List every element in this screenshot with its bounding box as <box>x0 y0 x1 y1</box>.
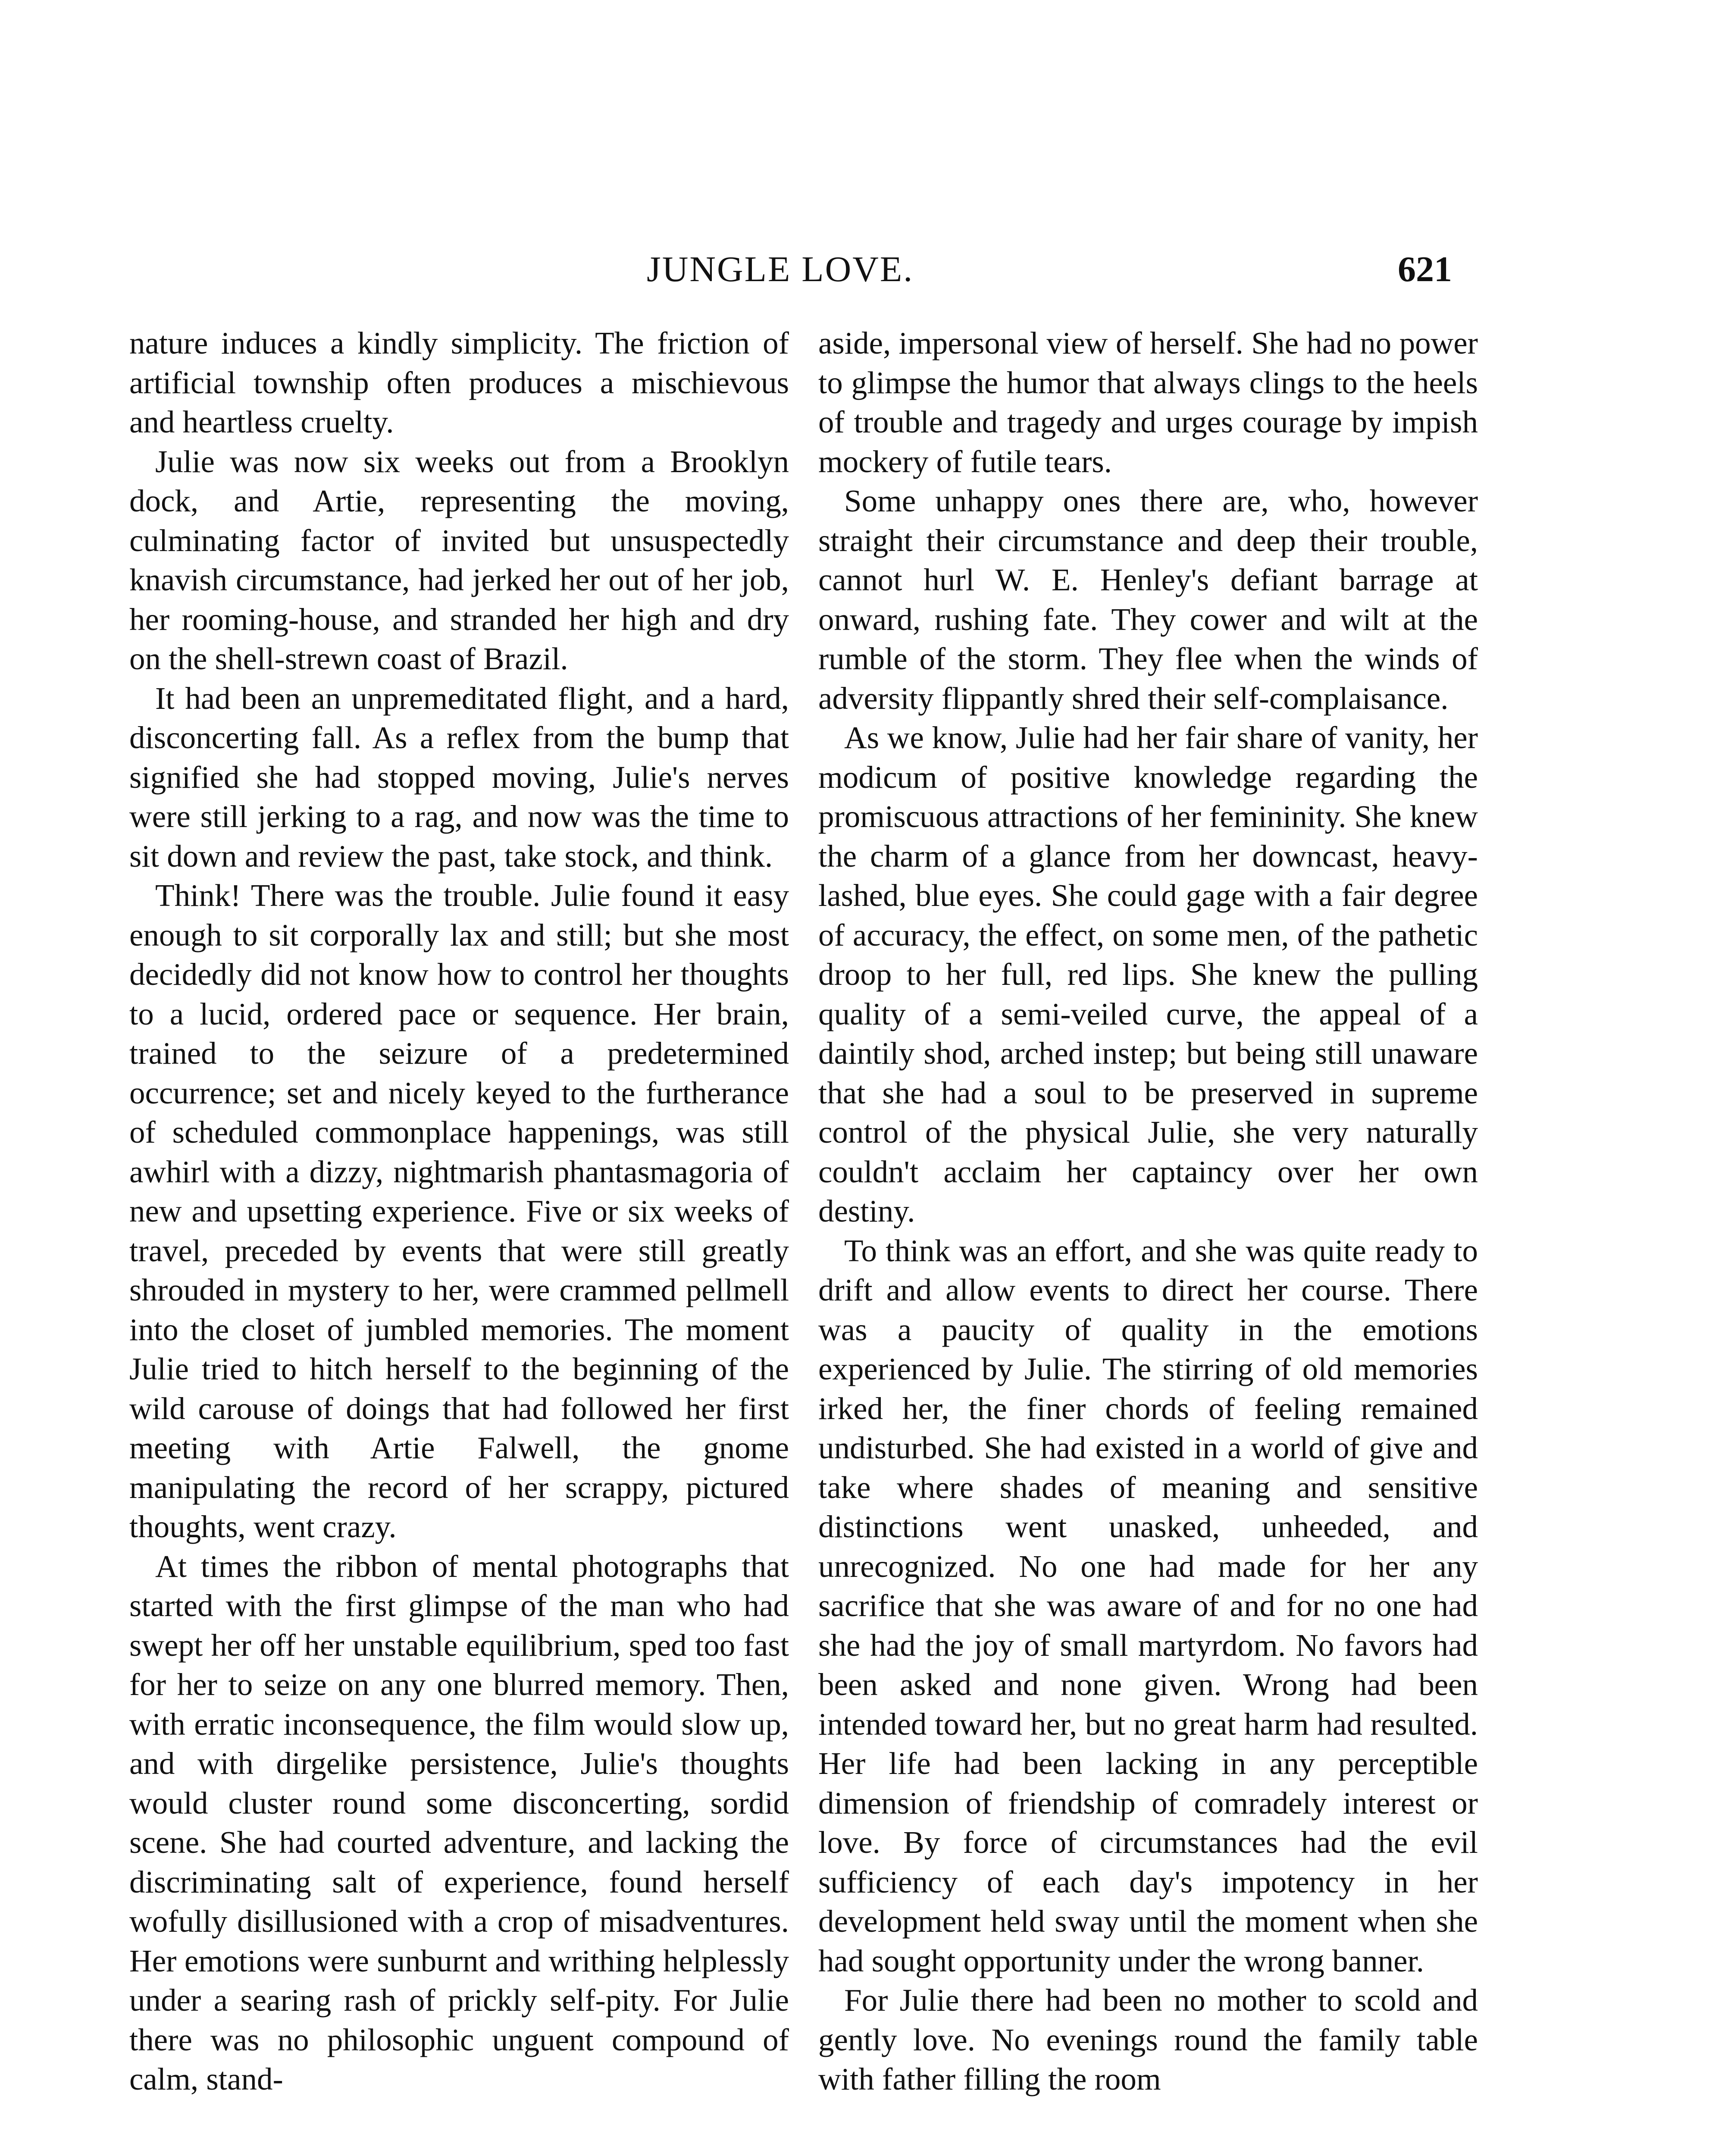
paragraph: To think was an effort, and she was quite ready to drift and allow events to direct her course. There was a paucity of quality in the emotions experienced by Julie. The stirring of old memories irked her, the finer chords of feeling remained undisturbed. She had existed in a world of give and take where shades of meaning and sensitive distinctions went unasked, unheeded, and unrecognized. No one had made for her any sacrifice that she was aware of and for no one had she had the joy of small martyrdom. No favors had been asked and none given. Wrong had been intended toward her, but no great harm had resulted. Her life had been lacking in any perceptible dimension of friendship of comradely interest or love. By force of circumstances had the evil sufficiency of each day's impotency in her development held sway until the moment when she had sought opportunity under the wrong banner. <box>818 1233 1478 1978</box>
paragraph: nature induces a kindly simplicity. The friction of artificial township often produces a mischievous and heartless cruelty. <box>129 326 789 439</box>
page-header <box>0 241 1728 298</box>
paragraph: Some unhappy ones there are, who, however straight their circumstance and deep their trouble, cannot hurl W. E. Henley's defiant barrage at onward, rushing fate. They cower and wilt at the rumble of the storm. They flee when the winds of adversity flippantly shred their self-complaisance. <box>818 483 1478 716</box>
paragraph: Julie was now six weeks out from a Brooklyn dock, and Artie, representing the moving, culminating factor of invited but unsuspectedly knavish circumstance, had jerked her out of her job, her rooming-house, and stranded her high and dry on the shell-strewn coast of Brazil. <box>129 444 789 676</box>
page-number: 621 <box>1398 249 1452 289</box>
running-title: JUNGLE LOVE. <box>647 249 914 289</box>
paragraph: As we know, Julie had her fair share of vanity, her modicum of positive knowledge regarding the promiscuous attractions of her femininity. She knew the charm of a glance from her downcast, heavy-lashed, blue eyes. She could gage with a fair degree of accuracy, the effect, on some men, of the pathetic droop to her full, red lips. She knew the pulling quality of a semi-veiled curve, the appeal of a daintily shod, arched instep; but being still unaware that she had a soul to be preserved in supreme control of the physical Julie, she very naturally couldn't acclaim her captaincy over her own destiny. <box>818 720 1478 1228</box>
paragraph: Think! There was the trouble. Julie found it easy enough to sit corporally lax and still; but she most decidedly did not know how to control her thoughts to a lucid, ordered pace or sequence. Her brain, trained to the seizure of a predetermined occurrence; set and nicely keyed to the furtherance of scheduled commonplace happenings, was still awhirl with a dizzy, nightmarish phantasmagoria of new and upsetting experience. Five or six weeks of travel, preceded by events that were still greatly shrouded in mystery to her, were crammed pellmell into the closet of jumbled memories. The moment Julie tried to hitch herself to the beginning of the wild carouse of doings that had followed her first meeting with Artie Falwell, the gnome manipulating the record of her scrappy, pictured thoughts, went crazy. <box>129 878 789 1544</box>
paragraph: It had been an unpremeditated flight, and a hard, disconcerting fall. As a reflex from the bump that signified she had stopped moving, Julie's nerves were still jerking to a rag, and now was the time to sit down and review the past, take stock, and think. <box>129 680 789 874</box>
paragraph: aside, impersonal view of herself. She had no power to glimpse the humor that always clings to the heels of trouble and tragedy and urges courage by impish mockery of futile tears. <box>818 326 1478 479</box>
paragraph: For Julie there had been no mother to scold and gently love. No evenings round the family table with father filling the room <box>818 1983 1478 2096</box>
right-column <box>818 323 1478 2099</box>
left-column <box>129 323 789 2099</box>
paragraph: At times the ribbon of mental photographs that started with the first glimpse of the man who had swept her off her unstable equilibrium, sped too fast for her to seize on any one blurred memory. Then, with erratic inconsequence, the film would slow up, and with dirgelike persistence, Julie's thoughts would cluster round some disconcerting, sordid scene. She had courted adventure, and lacking the discriminating salt of experience, found herself wofully disillusioned with a crop of misadventures. Her emotions were sunburnt and writhing helplessly under a searing rash of prickly self-pity. For Julie there was no philosophic unguent compound of calm, stand- <box>129 1548 789 2096</box>
